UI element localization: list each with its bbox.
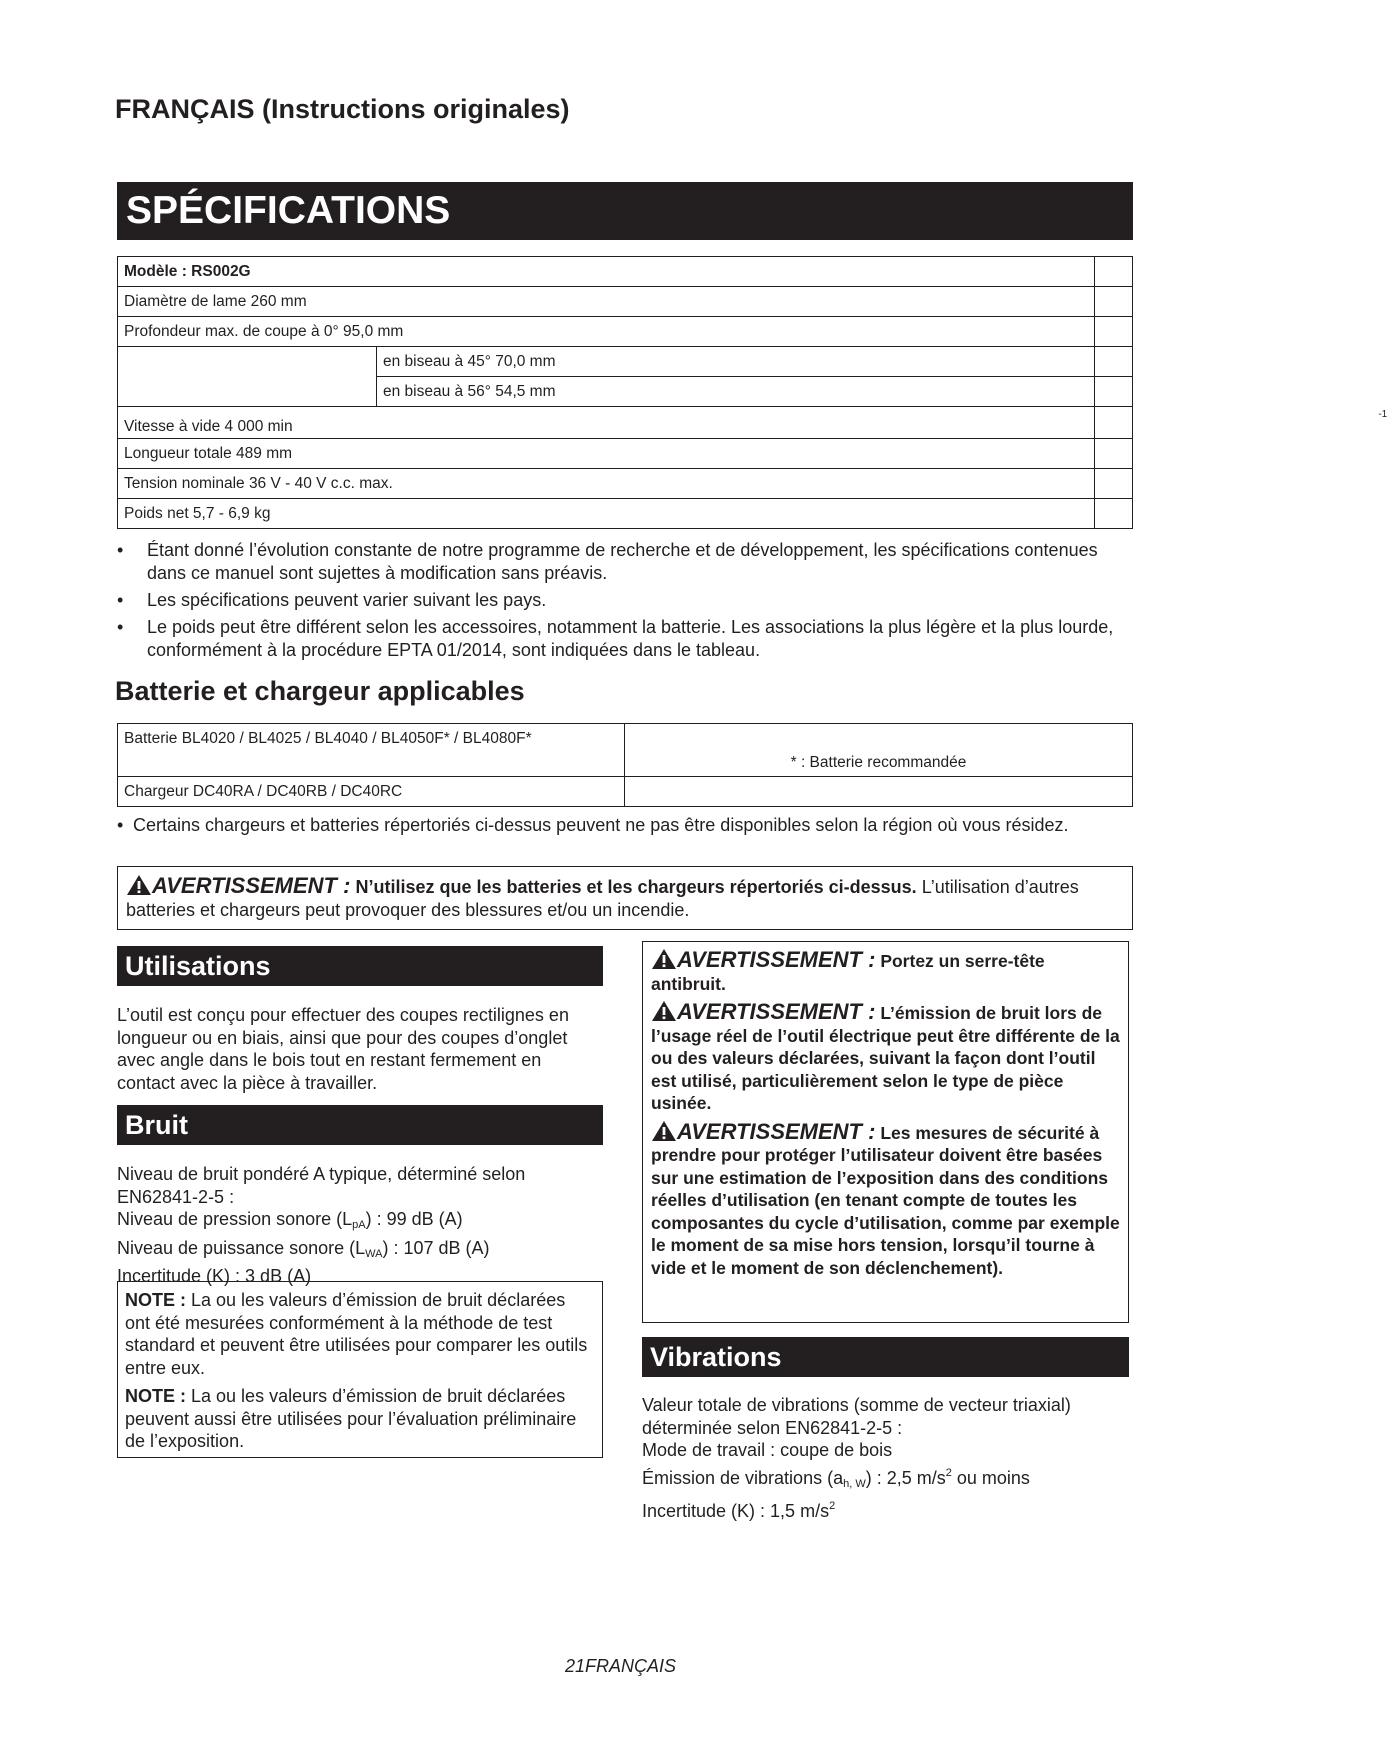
warning-icon — [651, 1120, 677, 1142]
vibrations-uncertainty — [642, 1495, 1129, 1523]
spec-value-cell — [1095, 377, 1133, 407]
spec-value-cell — [1095, 439, 1133, 469]
vibrations-emission — [642, 1462, 1129, 1496]
warning-label: AVERTISSEMENT : — [152, 873, 351, 898]
spec-blank-cell — [118, 377, 377, 407]
spec-note-3 — [117, 616, 1117, 662]
spec-value-cell — [1095, 469, 1133, 499]
specifications-heading: SPÉCIFICATIONS — [117, 182, 1133, 240]
vibrations-mode: Mode de travail : coupe de bois — [642, 1440, 893, 1460]
spec-blank-cell — [118, 347, 377, 377]
spec-value-cell — [1095, 407, 1387, 439]
bruit-pressure — [117, 1208, 597, 1237]
spec-note-text: Les spécifications peuvent varier suivant les pays. — [147, 590, 547, 610]
battery-section-heading: Batterie et chargeur applicables — [115, 676, 525, 706]
pressure-label: Niveau de pression sonore (L — [117, 1209, 353, 1229]
warning-text: Les mesures de sécurité à prendre pour protéger l’utilisateur doivent être basées sur une estimation de l’exposition dans des conditions réelles d’utilisation (en tenant compte de toutes les composantes du cycle d’utilisation, comme par exemple le moment de sa mise hors tension, lorsqu’il tourne à vide et le moment de son déclenchement). — [651, 1122, 1120, 1278]
bullet-icon: • — [117, 815, 124, 835]
emission-label: Émission de vibrations (a — [642, 1467, 844, 1488]
bruit-note-1 — [125, 1289, 595, 1379]
bruit-intro: Niveau de bruit pondéré A typique, déterminé selon EN62841-2-5 : — [117, 1164, 526, 1207]
spec-value-cell — [1095, 499, 1133, 529]
spec-voltage: Tension nominale 36 V - 40 V c.c. max. — [118, 469, 1095, 499]
warning-label: AVERTISSEMENT : — [677, 999, 876, 1024]
bruit-heading: Bruit — [117, 1105, 603, 1145]
warning-icon — [126, 874, 152, 896]
bullet-icon: • — [117, 540, 124, 560]
spec-value-cell — [1095, 347, 1133, 377]
warning-text: L’émission de bruit lors de l’usage réel de l’outil électrique peut être différente de la ou des valeurs déclarées, suivant la façon dont l’outil est utilisé, particulièrement selon le type de pièce usinée. — [651, 1003, 1120, 1113]
spec-value-cell — [1095, 257, 1133, 287]
bullet-icon: • — [117, 617, 124, 637]
page-title: FRANÇAIS (Instructions originales) — [115, 94, 570, 124]
note-label: NOTE : — [125, 1290, 186, 1310]
warning-bold-text: N’utilisez que les batteries et les chargeurs répertoriés ci-dessus. — [355, 877, 917, 897]
charger-value-cell — [625, 777, 1133, 807]
spec-model: Modèle : RS002G — [118, 257, 1095, 287]
note-text: La ou les valeurs d’émission de bruit déclarées ont été mesurées conformément à la méthode de test standard et peuvent être utilisées pour comparer les outils entre eux. — [125, 1290, 588, 1378]
battery-warning-box — [117, 866, 1133, 930]
bruit-measurements — [117, 1163, 597, 1288]
spec-depth-0: Profondeur max. de coupe à 0° 95,0 mm — [118, 317, 1095, 347]
warning-text: Portez un serre-tête antibruit. — [651, 951, 1045, 994]
spec-note-2 — [117, 589, 1117, 612]
noise-warnings-box — [642, 941, 1129, 1323]
spec-note-text: Le poids peut être différent selon les accessoires, notamment la batterie. Les associations la plus légère et la plus lourde, conformément à la procédure EPTA 01/2014, sont indiquées dans le tableau. — [147, 617, 1114, 660]
noise-warning-2 — [651, 1000, 1120, 1115]
spec-value-cell — [1095, 317, 1133, 347]
warning-label: AVERTISSEMENT : — [677, 1118, 876, 1144]
vibrations-heading: Vibrations — [642, 1337, 1129, 1377]
bruit-uncertainty: Incertitude (K) : 3 dB (A) — [117, 1266, 312, 1286]
warning-label: AVERTISSEMENT : — [677, 947, 876, 972]
spec-blade-diameter: Diamètre de lame 260 mm — [118, 287, 1095, 317]
note-text: La ou les valeurs d’émission de bruit déclarées peuvent aussi être utilisées pour l’évaluation préliminaire de l’exposition. — [125, 1386, 577, 1451]
power-value: ) : 107 dB (A) — [382, 1237, 490, 1258]
utilisations-heading: Utilisations — [117, 946, 603, 986]
spec-weight: Poids net 5,7 - 6,9 kg — [118, 499, 1095, 529]
battery-recommended: * : Batterie recommandée — [625, 724, 1133, 777]
pressure-subscript: pA — [352, 1219, 366, 1231]
page-footer: 21FRANÇAIS — [564, 1656, 677, 1676]
emission-superscript: 2 — [945, 1466, 952, 1479]
warning-icon — [651, 1000, 677, 1022]
spec-depth-56: en biseau à 56° 54,5 mm — [377, 377, 1095, 407]
noise-warning-1 — [651, 948, 1120, 995]
battery-list: Batterie BL4020 / BL4025 / BL4040 / BL4050F* / BL4080F* — [118, 724, 625, 777]
bullet-icon: • — [117, 590, 124, 610]
spec-length: Longueur totale 489 mm — [118, 439, 1095, 469]
battery-note-text: Certains chargeurs et batteries répertoriés ci-dessus peuvent ne pas être disponibles selon la région où vous résidez. — [133, 815, 1069, 835]
specifications-table — [117, 256, 1387, 529]
uncertainty-superscript: 2 — [829, 1500, 836, 1512]
battery-table — [117, 723, 1133, 807]
emission-suffix: ou moins — [951, 1467, 1030, 1488]
warning-text: L’utilisation d’autres batteries et chargeurs peut provoquer des blessures et/ou un incendie. — [126, 877, 1079, 920]
battery-availability-note — [117, 814, 1117, 837]
uncertainty-value: Incertitude (K) : 1,5 m/s — [642, 1501, 830, 1521]
emission-subscript: h, W — [843, 1477, 866, 1490]
emission-value: ) : 2,5 m/s — [865, 1467, 946, 1488]
power-subscript: WA — [365, 1247, 383, 1260]
bruit-note-2 — [125, 1385, 595, 1453]
spec-depth-45: en biseau à 45° 70,0 mm — [377, 347, 1095, 377]
utilisations-text: L’outil est conçu pour effectuer des coupes rectilignes en longueur ou en biais, ainsi que pour des coupes d’onglet avec angle dans le bois tout en restant fermement en contact avec la pièce à travailler. — [117, 1005, 569, 1093]
pressure-value: ) : 99 dB (A) — [365, 1209, 463, 1229]
warning-icon — [651, 948, 677, 970]
spec-note-1 — [117, 539, 1117, 585]
spec-speed: Vitesse à vide 4 000 min — [118, 407, 1095, 439]
bruit-power — [117, 1237, 597, 1266]
vibrations-text — [642, 1394, 1129, 1523]
noise-warning-3 — [651, 1120, 1120, 1280]
spec-note-text: Étant donné l’évolution constante de notre programme de recherche et de développement, les spécifications contenues dans ce manuel sont sujettes à modification sans préavis. — [147, 540, 1098, 583]
power-label: Niveau de puissance sonore (L — [117, 1237, 366, 1258]
spec-value-cell — [1095, 287, 1133, 317]
bruit-notes-box — [117, 1281, 603, 1458]
vibrations-intro: Valeur totale de vibrations (somme de vecteur triaxial) déterminée selon EN62841-2-5 : — [642, 1395, 1071, 1438]
speed-unit-superscript: -1 — [1378, 409, 1387, 420]
charger-list: Chargeur DC40RA / DC40RB / DC40RC — [118, 777, 625, 807]
note-label: NOTE : — [125, 1386, 186, 1406]
